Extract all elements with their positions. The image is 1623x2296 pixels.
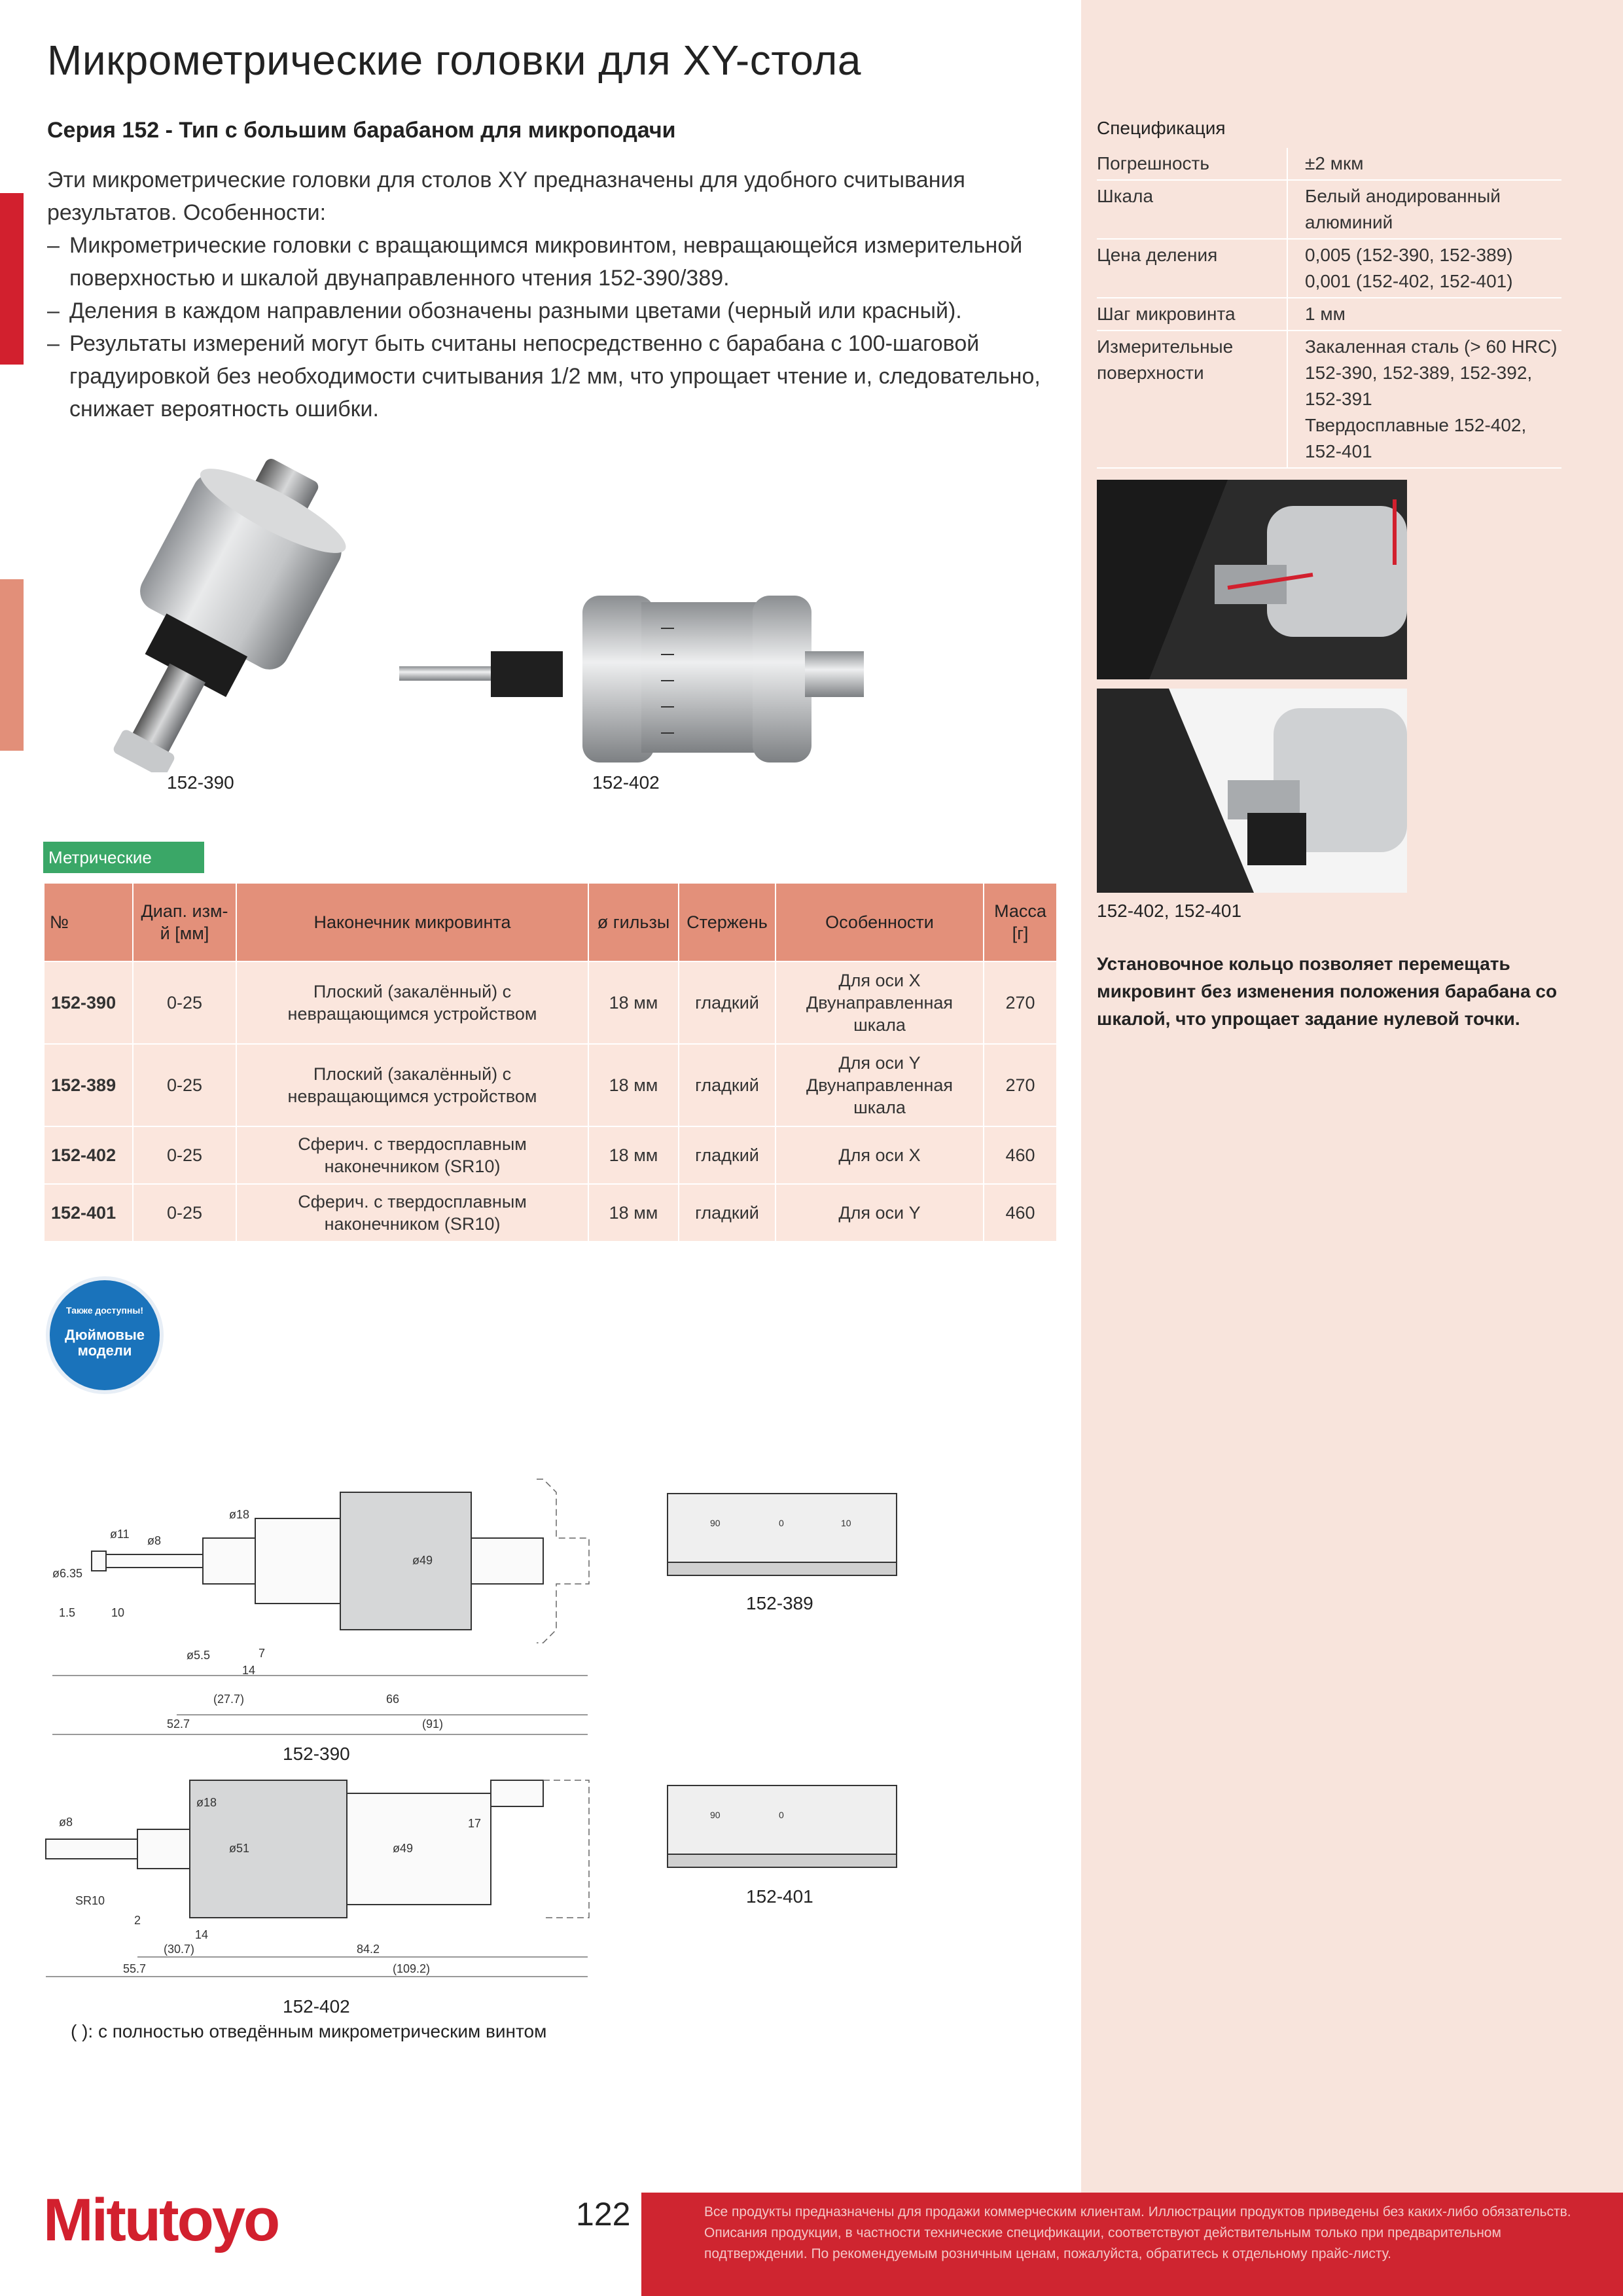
footer-disclaimer: Все продукты предназначены для продажи коммерческим клиентам. Иллюстрации продуктов приведены без каких-либо обязательств. Описания продукции, в частности технические спецификации, соответствуют действительным только при предварительном подтверждении. По рекомендуемым розничным ценам, пожалуйста, обратитесь к отдельному прайс-листу. bbox=[641, 2193, 1623, 2296]
spec-row bbox=[1097, 180, 1561, 239]
metric-tag: Метрические bbox=[43, 842, 204, 873]
dim-l842: 84.2 bbox=[357, 1943, 380, 1956]
dim-l14: 14 bbox=[195, 1928, 209, 1941]
feature-item: – Деления в каждом направлении обозначены разными цветами (черный или красный). bbox=[47, 295, 1055, 327]
cell-stem: гладкий bbox=[679, 1184, 776, 1242]
cell-sleeve: 18 мм bbox=[588, 1184, 679, 1242]
cell-features: Для оси Y bbox=[776, 1184, 984, 1242]
feature-item: – Результаты измерений могут быть считаны непосредственно с барабана с 100-шаговой градуировкой без необходимости считывания 1/2 мм, что упрощает чтение и, следовательно, снижает вероятность ошибки. bbox=[47, 327, 1055, 425]
spec-key: Цена деления bbox=[1097, 239, 1287, 298]
spec-heading: Спецификация bbox=[1097, 118, 1226, 138]
cell-range: 0-25 bbox=[133, 1184, 236, 1242]
col-header-sleeve: ø гильзы bbox=[588, 883, 679, 961]
setting-ring-photo-2 bbox=[1097, 689, 1407, 893]
dim-l66: 66 bbox=[386, 1693, 400, 1706]
drawing-152-402 bbox=[39, 1767, 602, 1990]
dim-l10: 10 bbox=[111, 1606, 125, 1619]
cell-tip: Плоский (закалённый) с невращающимся устройством bbox=[236, 1044, 588, 1126]
spec-row bbox=[1097, 148, 1561, 180]
feature-list bbox=[47, 229, 1055, 425]
side-note: Установочное кольцо позволяет перемещать микровинт без изменения положения барабана со шкалой, что упрощает задание нулевой точки. bbox=[1097, 954, 1558, 1029]
inch-models-badge[interactable] bbox=[46, 1276, 164, 1394]
scale-caption-152-389: 152-389 bbox=[746, 1593, 813, 1613]
setting-ring-photo-1 bbox=[1097, 480, 1407, 679]
dim-l2: 2 bbox=[134, 1914, 141, 1927]
cell-sleeve: 18 мм bbox=[588, 961, 679, 1044]
cell-range: 0-25 bbox=[133, 1044, 236, 1126]
table-row bbox=[44, 1184, 1057, 1242]
dim-l307: (30.7) bbox=[164, 1943, 195, 1956]
cell-range: 0-25 bbox=[133, 961, 236, 1044]
cell-tip: Сферич. с твердосплавным наконечником (SR10) bbox=[236, 1184, 588, 1242]
col-header-stem: Стержень bbox=[679, 883, 776, 961]
scale-152-401 bbox=[664, 1772, 900, 1877]
photo-caption-152-402: 152-402 bbox=[592, 772, 660, 793]
section-marker-red bbox=[0, 193, 24, 365]
cell-mass: 460 bbox=[984, 1184, 1057, 1242]
dim-l557: 55.7 bbox=[123, 1962, 147, 1975]
spec-row bbox=[1097, 331, 1561, 468]
col-header-tip: Наконечник микровинта bbox=[236, 883, 588, 961]
scale-152-389 bbox=[664, 1480, 900, 1585]
scale-label-10: 10 bbox=[841, 1518, 851, 1528]
dim-d18: ø18 bbox=[229, 1508, 250, 1521]
dim-d11: ø11 bbox=[110, 1528, 130, 1541]
cell-features: Для оси Y Двунаправленная шкала bbox=[776, 1044, 984, 1126]
scale-label-0: 0 bbox=[779, 1518, 784, 1528]
mitutoyo-logo: Mitutoyo bbox=[43, 2187, 279, 2253]
badge-line2: Дюймовые модели bbox=[65, 1327, 145, 1359]
drawing-152-390 bbox=[39, 1466, 602, 1754]
side-photo-caption: 152-402, 152-401 bbox=[1097, 901, 1242, 921]
spec-row bbox=[1097, 239, 1561, 298]
spec-table bbox=[1097, 148, 1561, 469]
cell-tip: Сферич. с твердосплавным наконечником (SR10) bbox=[236, 1126, 588, 1184]
spec-value: ±2 мкм bbox=[1287, 148, 1561, 180]
dim-d8: ø8 bbox=[147, 1534, 162, 1547]
product-table bbox=[43, 882, 1058, 1242]
page-title: Микрометрические головки для XY-стола bbox=[47, 37, 861, 84]
cell-range: 0-25 bbox=[133, 1126, 236, 1184]
dim-sr10: SR10 bbox=[75, 1894, 105, 1907]
dim-d55: ø5.5 bbox=[187, 1649, 211, 1662]
spec-value: 0,005 (152-390, 152-389) 0,001 (152-402, 152-401) bbox=[1287, 239, 1561, 298]
drawing-note: ( ): с полностью отведённым микрометрическим винтом bbox=[71, 2021, 547, 2041]
section-marker-salmon bbox=[0, 579, 24, 751]
drawing-caption-152-402: 152-402 bbox=[283, 1996, 350, 2017]
dim-l1092: (109.2) bbox=[393, 1962, 431, 1975]
dim-d49: ø49 bbox=[412, 1554, 433, 1567]
cell-stem: гладкий bbox=[679, 1126, 776, 1184]
dim-l17: 17 bbox=[468, 1817, 482, 1830]
dim-d18: ø18 bbox=[196, 1796, 217, 1809]
page-number: 122 bbox=[576, 2196, 631, 2233]
intro-text bbox=[47, 164, 1055, 425]
dim-d49: ø49 bbox=[393, 1842, 414, 1855]
product-photo-152-402 bbox=[399, 589, 864, 772]
dim-l277: (27.7) bbox=[213, 1693, 245, 1706]
spec-key: Шкала bbox=[1097, 180, 1287, 239]
cell-sleeve: 18 мм bbox=[588, 1044, 679, 1126]
cell-sleeve: 18 мм bbox=[588, 1126, 679, 1184]
col-header-number: № bbox=[44, 883, 133, 961]
product-photo-152-390 bbox=[39, 445, 380, 772]
badge-line1: Также доступны! bbox=[66, 1305, 143, 1316]
dim-l14: 14 bbox=[242, 1664, 256, 1677]
dim-l527: 52.7 bbox=[167, 1717, 190, 1731]
dim-d51: ø51 bbox=[229, 1842, 250, 1855]
photo-caption-152-390: 152-390 bbox=[167, 772, 234, 793]
cell-mass: 270 bbox=[984, 961, 1057, 1044]
spec-value: Белый анодированный алюминий bbox=[1287, 180, 1561, 239]
dim-d635: ø6.35 bbox=[52, 1567, 83, 1580]
cell-code: 152-390 bbox=[44, 961, 133, 1044]
col-header-range: Диап. изм-й [мм] bbox=[133, 883, 236, 961]
table-row bbox=[44, 1126, 1057, 1184]
dim-l7: 7 bbox=[259, 1647, 266, 1660]
spec-key: Измерительные поверхности bbox=[1097, 331, 1287, 468]
cell-mass: 270 bbox=[984, 1044, 1057, 1126]
spec-value: Закаленная сталь (> 60 HRC) 152-390, 152-389, 152-392, 152-391 Твердосплавные 152-402, 152-401 bbox=[1287, 331, 1561, 468]
scale-label-0: 0 bbox=[779, 1810, 784, 1820]
scale-label-90: 90 bbox=[710, 1518, 721, 1528]
spec-key: Погрешность bbox=[1097, 148, 1287, 180]
spec-key: Шаг микровинта bbox=[1097, 298, 1287, 331]
drawing-caption-152-390: 152-390 bbox=[283, 1744, 350, 1764]
intro-lead: Эти микрометрические головки для столов XY предназначены для удобного считывания результатов. Особенности: bbox=[47, 168, 965, 225]
cell-tip: Плоский (закалённый) с невращающимся устройством bbox=[236, 961, 588, 1044]
table-row bbox=[44, 961, 1057, 1044]
table-header-row bbox=[44, 883, 1057, 961]
cell-code: 152-389 bbox=[44, 1044, 133, 1126]
cell-stem: гладкий bbox=[679, 961, 776, 1044]
spec-row bbox=[1097, 298, 1561, 331]
col-header-mass: Масса [г] bbox=[984, 883, 1057, 961]
cell-code: 152-402 bbox=[44, 1126, 133, 1184]
dim-l91: (91) bbox=[422, 1717, 444, 1731]
scale-label-90: 90 bbox=[710, 1810, 721, 1820]
spec-value: 1 мм bbox=[1287, 298, 1561, 331]
col-header-features: Особенности bbox=[776, 883, 984, 961]
page-subtitle: Серия 152 - Тип с большим барабаном для микроподачи bbox=[47, 118, 676, 143]
feature-item: – Микрометрические головки с вращающимся микровинтом, невращающейся измерительной поверхностью и шкалой двунаправленного чтения 152-390/389. bbox=[47, 229, 1055, 295]
table-row bbox=[44, 1044, 1057, 1126]
scale-caption-152-401: 152-401 bbox=[746, 1886, 813, 1907]
cell-code: 152-401 bbox=[44, 1184, 133, 1242]
cell-stem: гладкий bbox=[679, 1044, 776, 1126]
cell-features: Для оси X bbox=[776, 1126, 984, 1184]
dim-l15: 1.5 bbox=[59, 1606, 76, 1619]
cell-features: Для оси X Двунаправленная шкала bbox=[776, 961, 984, 1044]
dim-d8: ø8 bbox=[59, 1816, 73, 1829]
cell-mass: 460 bbox=[984, 1126, 1057, 1184]
